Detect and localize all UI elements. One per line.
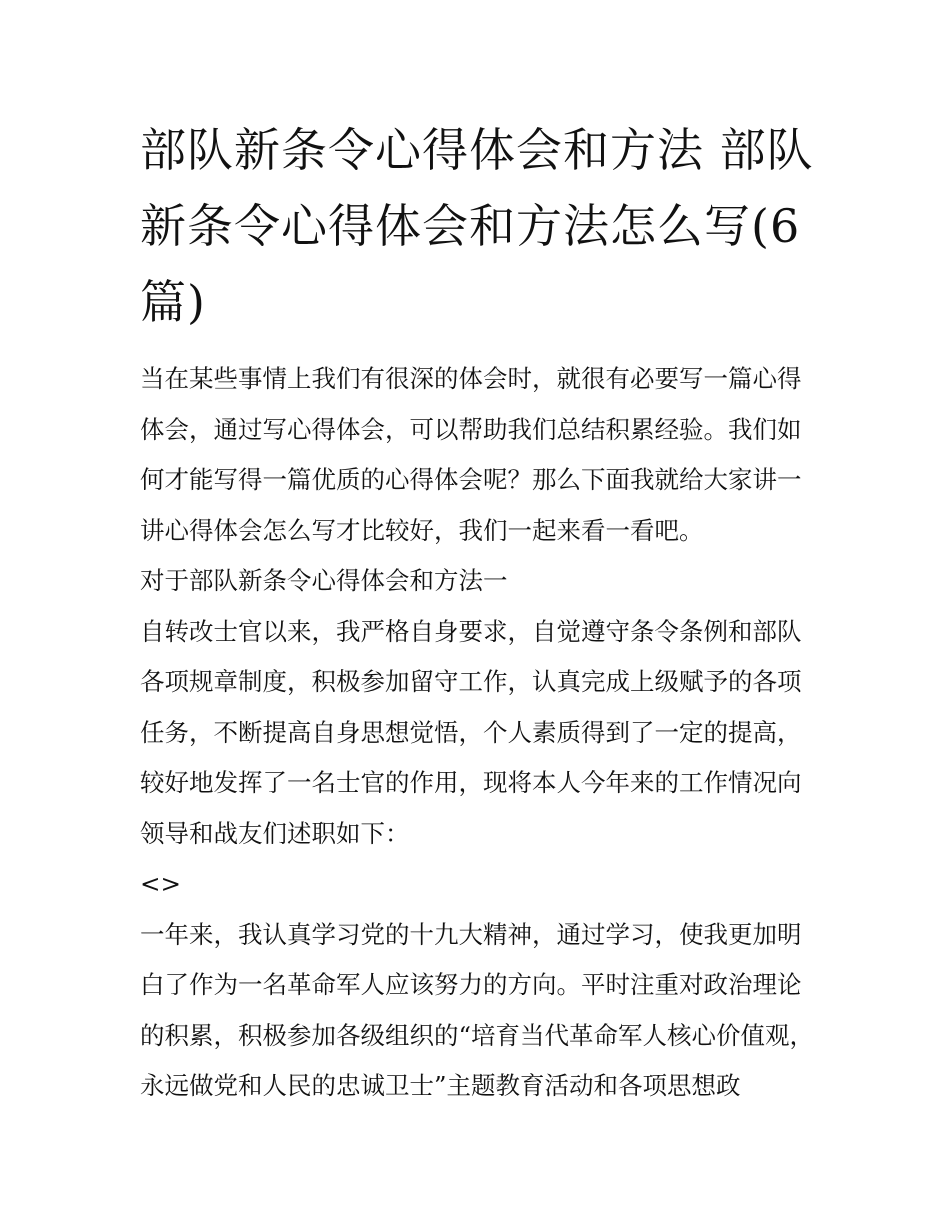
body-paragraph: 一年来，我认真学习党的十九大精神，通过学习，使我更加明白了作为一名革命军人应该努力的方向。平时注重对政治理论的积累，积极参加各级组织的“培育当代革命军人核心价值观，永远做党和人民的忠诚卫士”主题教育活动和各项思想政 (140, 919, 815, 1100)
body-paragraph: 自转改士官以来，我严格自身要求，自觉遵守条令条例和部队各项规章制度，积极参加留守工作，认真完成上级赋予的各项任务，不断提高自身思想觉悟，个人素质得到了一定的提高，较好地发挥了一名士官的作用，现将本人今年来的工作情况向领导和战友们述职如下： (140, 616, 802, 848)
document-title: 部队新条令心得体会和方法 部队新条令心得体会和方法怎么写(6篇) (140, 123, 814, 329)
intro-paragraph: 当在某些事情上我们有很深的体会时，就很有必要写一篇心得体会，通过写心得体会，可以帮助我们总结积累经验。我们如何才能写得一篇优质的心得体会呢？那么下面我就给大家讲一讲心得体会怎么写才比较好，我们一起来看一看吧。 (140, 364, 802, 545)
section-heading: 对于部队新条令心得体会和方法一 (140, 566, 508, 595)
placeholder-text: <> (140, 869, 182, 898)
document-body (140, 354, 820, 1112)
